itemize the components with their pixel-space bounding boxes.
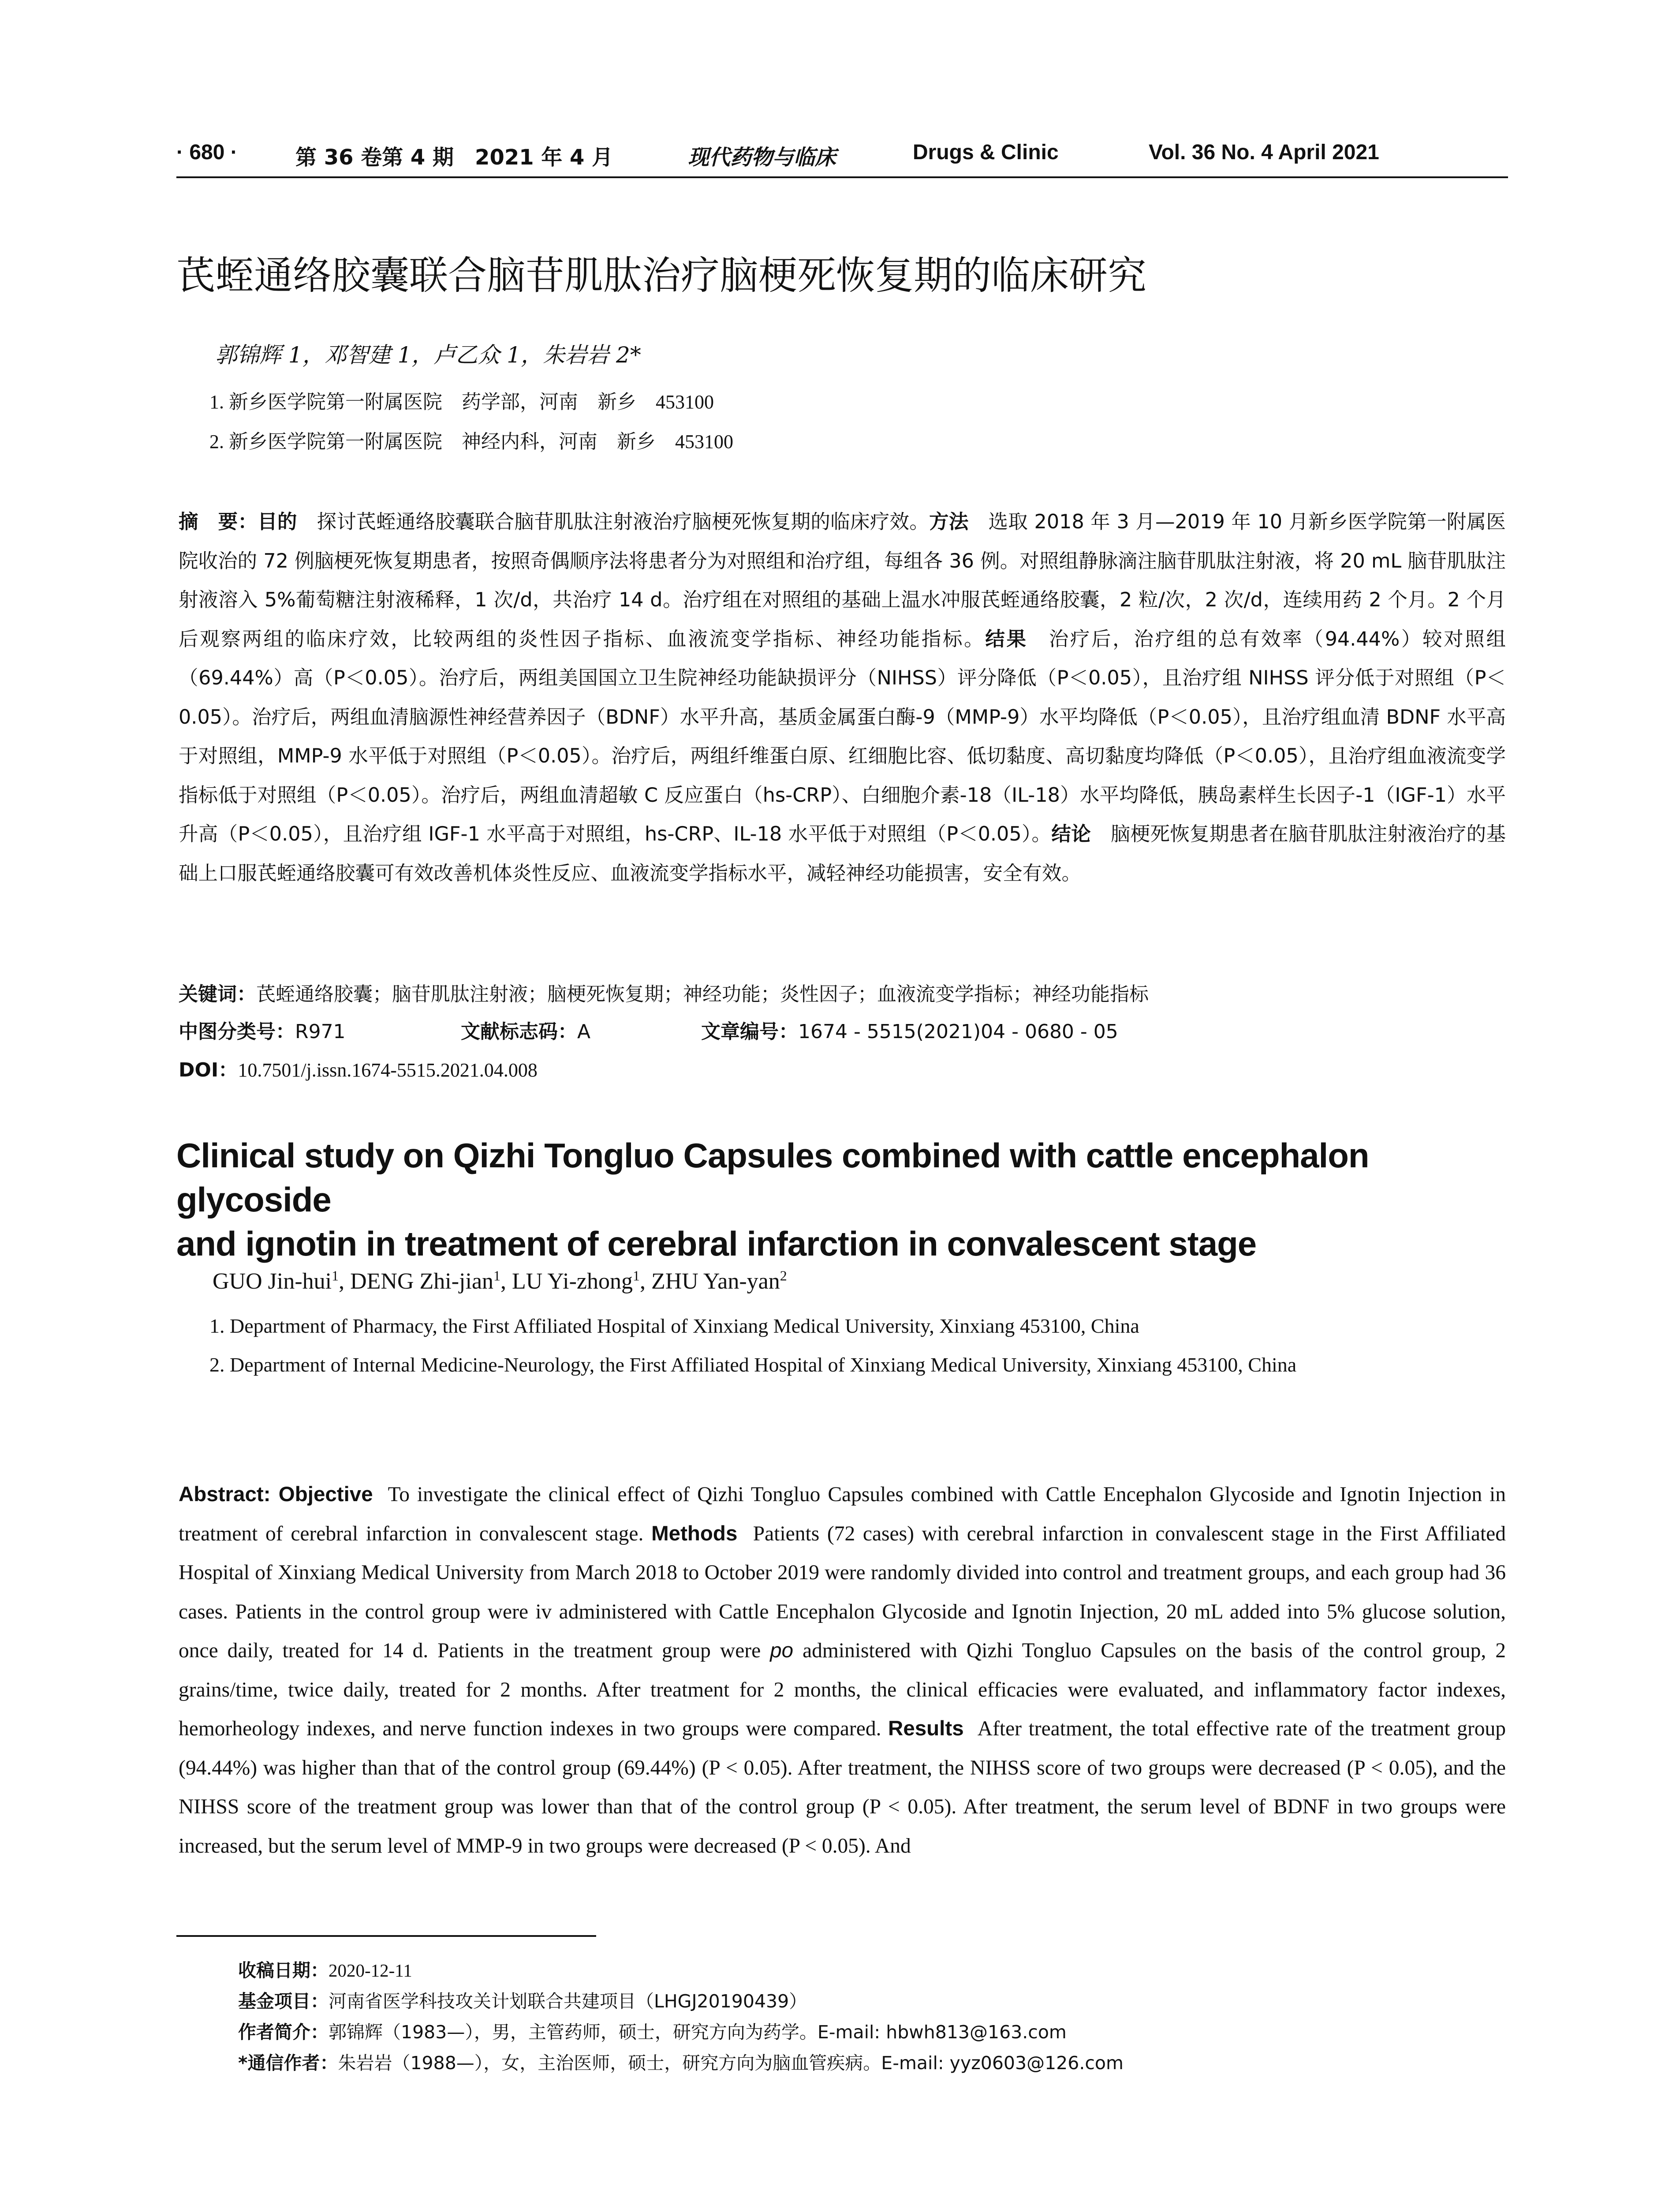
en-author-1: GUO Jin-hui$^1$, — [213, 1268, 351, 1294]
results-text-cn: 治疗后，治疗组的总有效率（94.44%）较对照组（69.44%）高（P＜0.05）。治疗后，两组美国国立卫生院神经功能缺损评分（NIHSS）评分降低（P＜0.05），且治疗组 NIHSS 评分低于对照组（P＜0.05）。治疗后，两组血清脑源性神经营养因子（BDNF）水平升高，基质金属蛋白酶-9（MMP-9）水平均降低（P＜0.05），且治疗组血清 BDNF 水平高于对照组，MMP-9 水平低于对照组（P＜0.05）。治疗后，两组纤维蛋白原、红细胞比容、低切黏度、高切黏度均降低（P＜0.05），且治疗组血液流变学指标低于对照组（P＜0.05）。治疗后，两组血清超敏 C 反应蛋白（hs-CRP）、白细胞介素-18（IL-18）水平均降低，胰岛素样生长因子-1（IGF-1）水平升高（P＜0.05），且治疗组 IGF-1 水平高于对照组，hs-CRP、IL-18 水平低于对照组（P＜0.05）。 — [179, 628, 1506, 845]
doccode-label: 文献标志码： — [461, 1020, 577, 1043]
cn-title: 芪蛭通络胶囊联合脑苷肌肽治疗脑梗死恢复期的临床研究 — [176, 253, 1147, 298]
results-text-en: After treatment, the total effective rate of the treatment group (94.44%) was higher than that of the control group (69.44%) (P < 0.05). After treatment, the NIHSS score of two groups were decreased (P < 0.05), and the NIHSS score of the treatment group was lower than that of the control group (P < 0.05). After treatment, the serum level of BDNF in two groups were increased, but the serum level of MMP-9 in two groups were decreased (P < 0.05). And — [179, 1717, 1506, 1857]
methods-text-cn: 选取 2018 年 3 月—2019 年 10 月新乡医学院第一附属医院收治的 72 例脑梗死恢复期患者，按照奇偶顺序法将患者分为对照组和治疗组，每组各 36 例。对照组静脉滴注脑苷肌肽注射液，将 20 mL 脑苷肌肽注射液溶入 5%葡萄糖注射液稀释，1 次/d，共治疗 14 d。治疗组在对照组的基础上温水冲服芪蛭通络胶囊，2 粒/次，2 次/d，连续用药 2 个月。2 个月后观察两组的临床疗效，比较两组的炎性因子指标、血液流变学指标、神经功能指标。 — [179, 511, 1506, 650]
objective-text-en: To investigate the clinical effect of Qizhi Tongluo Capsules combined with Cattle Encephalon Glycoside and Ignotin Injection in treatment of cerebral infarction in convalescent stage. — [179, 1483, 1506, 1545]
en-affiliation-1: 1. Department of Pharmacy, the First Affiliated Hospital of Xinxiang Medical University, Xinxiang 453100, China — [209, 1315, 1139, 1337]
methods-text-en-a: Patients (72 cases) with cerebral infarction in convalescent stage in the First Affiliated Hospital of Xinxiang Medical University from March 2018 to October 2019 were randomly divided into control and treatment groups, and each group had 36 cases. Patients in the control group were iv administered with Cattle Encephalon Glycoside and Ignotin Injection, 20 mL added into 5% glucose solution, once daily, treated for 14 d. Patients in the treatment group were — [179, 1522, 1506, 1662]
footnote-corresponding: *通信作者：朱岩岩（1988—），女，主治医师，硕士，研究方向为脑血管疾病。E-mail: yyz0603@126.com — [238, 2052, 1124, 2074]
abstract-objective-label-en: Abstract: Objective — [179, 1483, 373, 1506]
cn-abstract — [179, 503, 1506, 893]
article-id-group — [701, 1016, 1118, 1044]
doi-value: 10.7501/j.issn.1674-5515.2021.04.008 — [238, 1059, 538, 1081]
conclusion-text-cn: 脑梗死恢复期患者在脑苷肌肽注射液治疗的基础上口服芪蛭通络胶囊可有效改善机体炎性反应、血液流变学指标水平，减轻神经功能损害，安全有效。 — [179, 823, 1506, 885]
doi-label: DOI： — [179, 1059, 238, 1081]
running-header — [176, 140, 1508, 171]
doccode-value: A — [577, 1020, 591, 1043]
methods-text-en-b: administered with Qizhi Tongluo Capsules on the basis of the control group, 2 grains/time, twice daily, treated for 2 months. After treatment for 2 months, the clinical efficacies were evaluated, and inflammatory factor indexes, hemorheology indexes, and nerve function indexes in two groups were compared. — [179, 1639, 1506, 1740]
en-authors — [213, 1268, 787, 1294]
issue-cn: 第 36 卷第 4 期 2021 年 4 月 — [295, 145, 613, 170]
header-rule — [176, 176, 1508, 178]
cn-affiliation-2: 2. 新乡医学院第一附属医院 神经内科，河南 新乡 453100 — [209, 431, 733, 452]
cn-authors: 郭锦辉 1，邓智建 1，卢乙众 1，朱岩岩 2* — [215, 342, 641, 368]
journal-name-cn: 现代药物与临床 — [688, 145, 836, 170]
issue-en: Vol. 36 No. 4 April 2021 — [1149, 141, 1379, 164]
conclusion-label-cn: 结论 — [1051, 823, 1091, 845]
en-title-line-2: and ignotin in treatment of cerebral infarction in convalescent stage — [176, 1224, 1257, 1263]
en-author-3: LU Yi-zhong$^1$, — [512, 1268, 651, 1294]
doi-line — [179, 1054, 538, 1082]
en-abstract — [179, 1475, 1506, 1865]
footnote-rule — [176, 1935, 596, 1937]
clc-label: 中图分类号： — [179, 1020, 295, 1043]
article-id-label: 文章编号： — [701, 1020, 798, 1043]
keywords-text: 芪蛭通络胶囊；脑苷肌肽注射液；脑梗死恢复期；神经功能；炎性因子；血液流变学指标；神经功能指标 — [256, 983, 1149, 1005]
objective-text-cn: 探讨芪蛭通络胶囊联合脑苷肌肽注射液治疗脑梗死恢复期的临床疗效。 — [317, 511, 930, 533]
cn-affiliation-1: 1. 新乡医学院第一附属医院 药学部，河南 新乡 453100 — [209, 391, 714, 413]
en-affiliation-2: 2. Department of Internal Medicine-Neurology, the First Affiliated Hospital of Xinxiang Medical University, Xinxiang 453100, China — [209, 1353, 1297, 1376]
abstract-label-cn: 摘 要： — [179, 511, 258, 533]
clc-value: R971 — [295, 1020, 346, 1043]
journal-name-en: Drugs & Clinic — [913, 141, 1059, 164]
objective-label-cn: 目的 — [258, 511, 297, 533]
keywords-label: 关键词： — [179, 983, 256, 1005]
keywords-line — [179, 978, 1149, 1006]
page-number: · 680 · — [176, 141, 238, 164]
methods-label-cn: 方法 — [929, 511, 969, 533]
en-author-2: DENG Zhi-jian$^1$, — [350, 1268, 512, 1294]
po-abbrev: po — [770, 1639, 794, 1662]
methods-label-en: Methods — [651, 1521, 738, 1545]
footnote-fund: 基金项目：河南省医学科技攻关计划联合共建项目（LHGJ20190439） — [238, 1991, 807, 2012]
classification-line — [179, 1016, 1237, 1042]
en-title-line-1: Clinical study on Qizhi Tongluo Capsules combined with cattle encephalon glycoside — [176, 1136, 1369, 1219]
en-author-4: ZHU Yan-yan$^2$ — [651, 1268, 787, 1294]
article-id-value: 1674 - 5515(2021)04 - 0680 - 05 — [798, 1020, 1118, 1043]
clc-group — [179, 1016, 346, 1044]
doccode-group — [461, 1016, 590, 1044]
results-label-cn: 结果 — [985, 628, 1028, 650]
footnote-received: 收稿日期：2020-12-11 — [238, 1960, 412, 1981]
results-label-en: Results — [888, 1717, 964, 1740]
en-title — [176, 1133, 1517, 1266]
footnote-author: 作者简介：郭锦辉（1983—），男，主管药师，硕士，研究方向为药学。E-mail: hbwh813@163.com — [238, 2022, 1067, 2043]
